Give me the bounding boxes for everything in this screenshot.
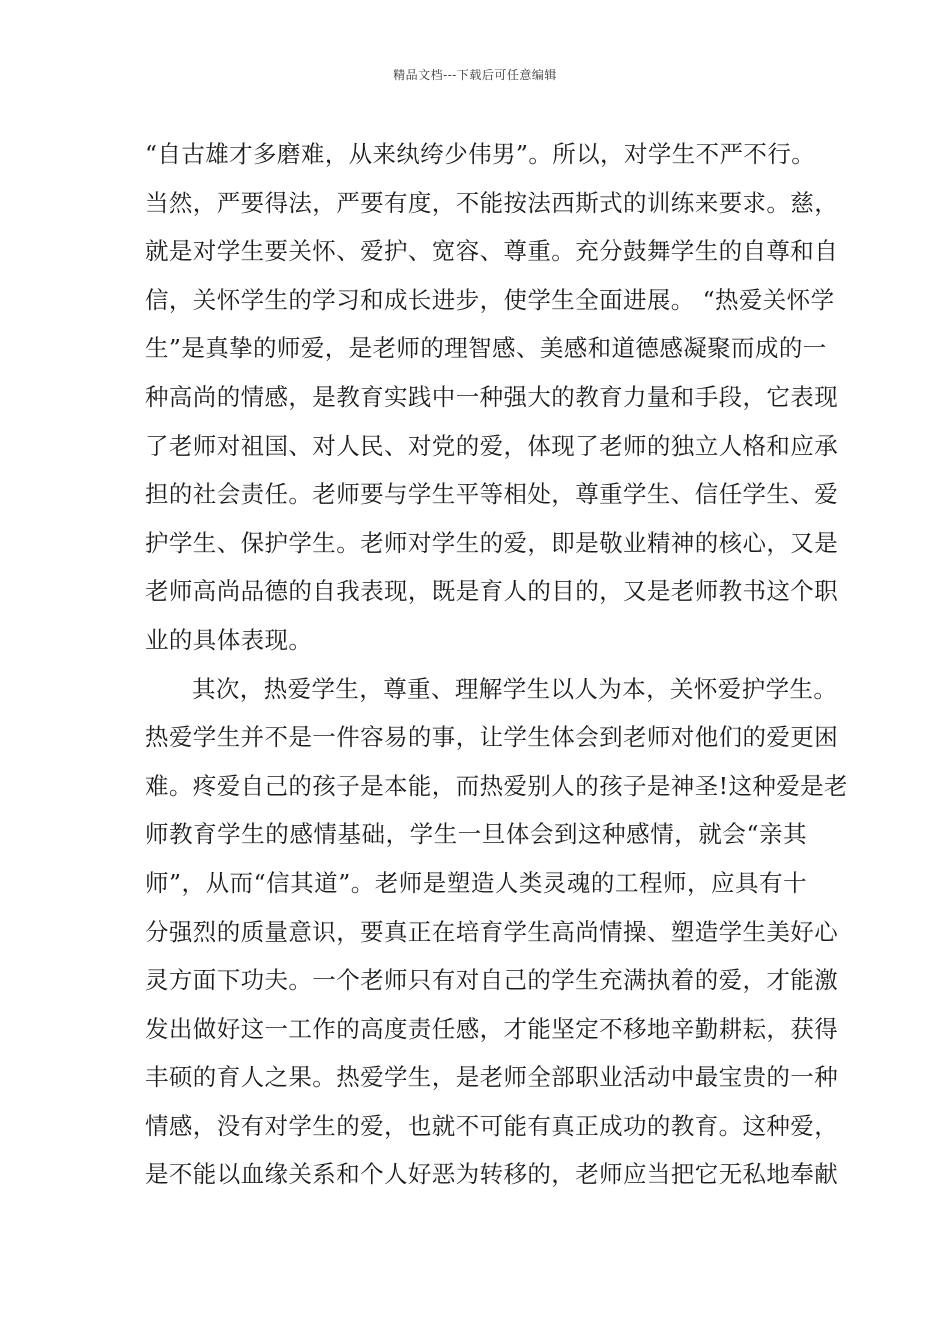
- text-line: 师教育学生的感情基础，学生一旦体会到这种感情，就会“亲其: [145, 820, 807, 849]
- text-line: “自古雄才多磨难，从来纨绔少伟男”。所以，对学生不严不行。: [145, 140, 816, 168]
- text-line: 难。疼爱自己的孩子是本能，而热爱别人的孩子是神圣!这种爱是老: [145, 771, 848, 800]
- text-line: 信，关怀学生的学习和成长进步，使学生全面进展。 “热爱关怀学: [145, 285, 835, 314]
- text-line: 丰硕的育人之果。热爱学生，是老师全部职业活动中最宝贵的一种: [145, 1063, 839, 1092]
- text-line: 灵方面下功夫。一个老师只有对自己的学生充满执着的爱，才能激: [145, 966, 839, 995]
- text-line: 热爱学生并不是一件容易的事，让学生体会到老师对他们的爱更困: [145, 723, 839, 752]
- text-line: 业的具体表现。: [145, 625, 313, 654]
- text-line: 当然，严要得法，严要有度，不能按法西斯式的训练来要求。慈，: [145, 188, 839, 217]
- text-line: 情感，没有对学生的爱，也就不可能有真正成功的教育。这种爱，: [145, 1111, 839, 1140]
- text-line: 担的社会责任。老师要与学生平等相处，尊重学生、信任学生、爱: [145, 480, 839, 509]
- document-body: [145, 130, 848, 1199]
- text-line: 了老师对祖国、对人民、对党的爱，体现了老师的独立人格和应承: [145, 431, 839, 460]
- text-line: 种高尚的情感，是教育实践中一种强大的教育力量和手段，它表现: [145, 382, 839, 411]
- text-line: 就是对学生要关怀、爱护、宽容、尊重。充分鼓舞学生的自尊和自: [145, 237, 839, 266]
- text-line: 分强烈的质量意识，要真正在培育学生高尚情操、塑造学生美好心: [145, 917, 839, 946]
- text-line: 师”，从而“信其道”。老师是塑造人类灵魂的工程师，应具有十: [145, 868, 807, 897]
- text-line: 生”是真挚的师爱，是老师的理智感、美感和道德感凝聚而成的一: [145, 334, 827, 363]
- page-header: 精品文档---下载后可任意编辑: [393, 68, 557, 82]
- text-line: 是不能以血缘关系和个人好恶为转移的，老师应当把它无私地奉献: [145, 1160, 839, 1189]
- text-line-indented: 其次，热爱学生，尊重、理解学生以人为本，关怀爱护学生。: [192, 674, 838, 703]
- text-line: 发出做好这一工作的高度责任感，才能坚定不移地辛勤耕耘，获得: [145, 1014, 839, 1043]
- text-line: 老师高尚品德的自我表现，既是育人的目的，又是老师教书这个职: [145, 577, 839, 606]
- text-line: 护学生、保护学生。老师对学生的爱，即是敬业精神的核心，又是: [145, 528, 839, 557]
